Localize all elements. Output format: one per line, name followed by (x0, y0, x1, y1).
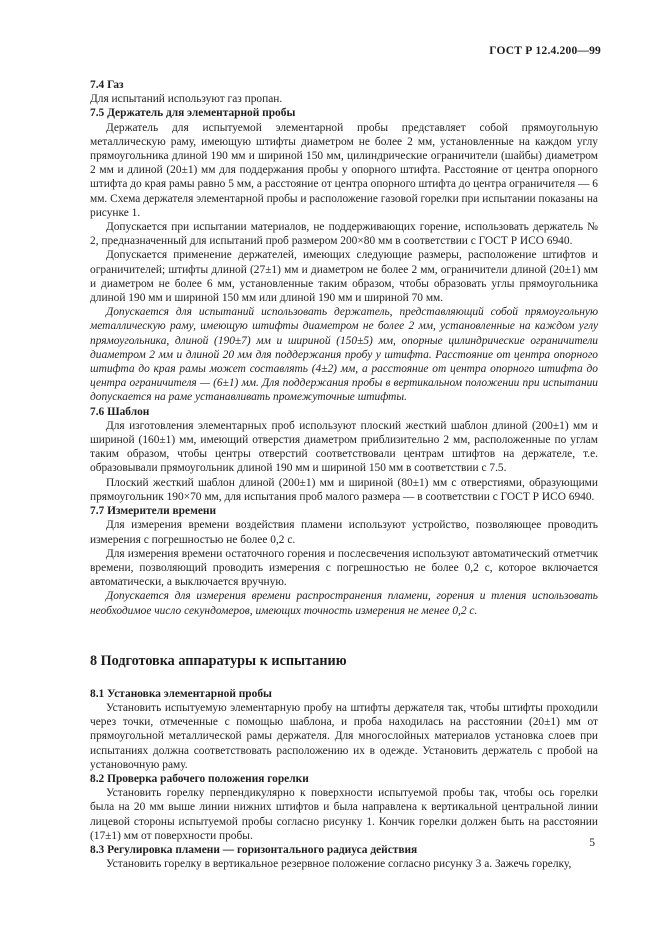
section-8-3-title: 8.3 Регулировка пламени — горизонтального радиуса действия (90, 843, 418, 856)
section-7-5-title: 7.5 Держатель для элементарной пробы (90, 107, 296, 120)
section-7-4-title: 7.4 Газ (90, 79, 124, 91)
section-7-5-paragraph-2: Допускается при испытании материалов, не поддерживающих горение, использовать держатель № 2, предназначенный для испытаний проб размером 200×80 мм в соответствии с ГОСТ Р ИСО 6940. (90, 221, 598, 248)
section-8-2-paragraph-1: Установить горелку перпендикулярно к поверхности испытуемой пробы так, чтобы ось горелки была на 20 мм выше линии нижних штифтов и была направлена к вертикальной центральной линии лицевой стороны испытуемой пробы согласно рисунку 1. Кончик горелки должен быть на расстоянии (17±1) мм от поверхности пробы. (90, 787, 598, 842)
section-7-6-paragraph-1: Для изготовления элементарных проб используют плоский жесткий шаблон длиной (200±1) мм и шириной (160±1) мм, имеющий отверстия диаметром приблизительно 2 мм, расположенные по углам таким образом, чтобы центры отверстий соответствовали центрам штифтов на держателе, т.е. образовывали прямоугольник длиной 190 мм и шириной 150 мм в соответствии с 7.5. (90, 419, 598, 475)
section-8-1-title: 8.1 Установка элементарной пробы (90, 687, 272, 700)
section-7-7-paragraph-2: Для измерения времени остаточного горения и послесвечения используют автоматический отметчик времени, позволяющий проводить измерения с погрешностью не более 0,2 с, которое включается автоматически, а выключается вручную. (90, 547, 598, 589)
section-7-5-paragraph-4: Допускается для испытаний использовать держатель, представляющий собой прямоугольную металлическую раму, имеющую штифты диаметром не более 2 мм, установленные на каждом углу прямоугольника, длиной (190±7) мм и шириной (150±5) мм, опорные цилиндрические ограничители диаметром 2 мм и длиной 20 мм для поддержания пробу у штифта. Расстояние от центра опорного штифта до края рамы может составлять (4±2) мм, а расстояние от центра опорного штифта до центра ограничителя — (6±1) мм. Для поддержания пробы в вертикальном положении при испытании допускается на раме устанавливать промежуточные штифты. (90, 306, 598, 404)
chapter-8-title: 8 Подготовка аппаратуры к испытанию (90, 652, 347, 669)
document-header-id: ГОСТ Р 12.4.200—99 (489, 45, 601, 57)
section-7-7-paragraph-1: Для измерения времени воздействия пламени используют устройство, позволяющее проводить измерения с погрешностью не более 0,2 с. (90, 519, 598, 546)
section-7-4-text: Для испытаний используют газ пропан. (90, 93, 283, 106)
section-7-6-paragraph-2: Плоский жесткий шаблон длиной (200±1) мм и шириной (80±1) мм с отверстиями, образующими прямоугольник 190×70 мм, для испытания проб малого размера — в соответствии с ГОСТ Р ИСО 6940. (90, 476, 598, 503)
section-8-1-paragraph-1: Установить испытуемую элементарную пробу на штифты держателя так, чтобы штифты проходили через точки, отмеченные с помощью шаблона, и проба находилась на расстоянии (20±1) мм от прямоугольной металлической рамы держателя. Для многослойных материалов установка слоев при испытаниях должна соответствовать расположению их в одежде. Установить держатель с пробой на установочную раму. (90, 701, 598, 771)
section-7-5-paragraph-1: Держатель для испытуемой элементарной пробы представляет собой прямоугольную металлическую раму, имеющую штифты диаметром не более 2 мм, установленные на каждом углу прямоугольника длиной 190 мм и шириной 150 мм, цилиндрические ограничители (шайбы) диаметром 2 мм и длиной (20±1) мм для поддержания пробы у опорного штифта. Расстояние от центра опорного штифта до края рамы равно 5 мм, а расстояние от центра опорного штифта до центра ограничителя — 6 мм. Схема держателя элементарной пробы и расположение газовой горелки при испытании показаны на рисунке 1. (90, 121, 598, 219)
page-number: 5 (589, 837, 595, 849)
section-7-7-title: 7.7 Измерители времени (90, 505, 217, 518)
section-7-7-paragraph-3: Допускается для измерения времени распространения пламени, горения и тления использовать необходимое число секундомеров, имеющих точность измерения не менее 0,2 с. (90, 590, 598, 617)
section-8-3-paragraph-1: Установить горелку в вертикальное резервное положение согласно рисунку 3 а. Зажечь горелку, (105, 858, 572, 871)
section-7-6-title: 7.6 Шаблон (90, 405, 150, 418)
page-content (90, 78, 598, 871)
section-8-2-title: 8.2 Проверка рабочего положения горелки (90, 772, 309, 785)
section-7-5-paragraph-3: Допускается применение держателей, имеющих следующие размеры, расположение штифтов и ограничителей; штифты длиной (27±1) мм и диаметром не более 2 мм, ограничители длиной (20±1) мм и диаметром не более 6 мм, установленные таким образом, чтобы образовать углы прямоугольника длиной 190 мм и шириной 150 мм или длиной 190 мм и шириной 70 мм. (90, 249, 598, 305)
